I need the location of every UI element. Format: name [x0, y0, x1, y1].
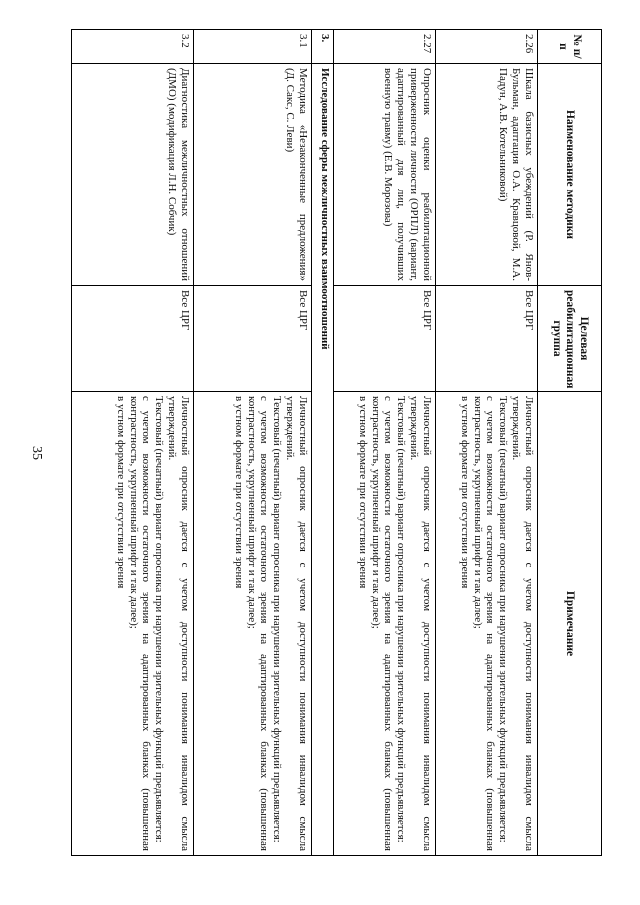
note-line: с учетом возможности остаточного зрения на адаптированных бланках (повышенная контрастность, укрупненный шрифт и так далее);: [369, 396, 395, 851]
row-method: Диагностика межличностных отношений (ДМО) (модификация Л.Н. Собчик): [72, 64, 194, 286]
note-line: в устном формате при отсутствии зрения: [356, 396, 369, 589]
section-title: Исследование сферы межличностных взаимоотношений: [312, 64, 334, 856]
note-line: Текстовый (печатный) вариант опросника при нарушении зрительных функций предъявляется:: [153, 396, 166, 843]
row-note: [72, 392, 194, 856]
note-line: с учетом возможности остаточного зрения на адаптированных бланках (повышенная контрастность, укрупненный шрифт и так далее);: [471, 396, 497, 851]
table-row: [334, 30, 436, 856]
table-header-row: [538, 30, 602, 856]
note-line: с учетом возможности остаточного зрения на адаптированных бланках (повышенная контрастность, укрупненный шрифт и так далее);: [127, 396, 153, 851]
row-num: 2.26: [436, 30, 538, 64]
header-target: Целевая реабилитационная группа: [538, 286, 602, 392]
header-num: № п/п: [538, 30, 602, 64]
row-method: Методика «Незаконченные предложения» (Д. Сакс, С. Леви): [194, 64, 312, 286]
note-line: Текстовый (печатный) вариант опросника при нарушении зрительных функций предъявляется:: [271, 396, 284, 843]
header-note: Примечание: [538, 392, 602, 856]
note-line: Личностный опросник дается с учетом доступности понимания инвалидом смысла утверждений.: [166, 396, 191, 851]
page-number: 35: [29, 446, 44, 460]
row-note: [436, 392, 538, 856]
note-line: Текстовый (печатный) вариант опросника при нарушении зрительных функций предъявляется:: [497, 396, 510, 843]
section-row: [312, 30, 334, 856]
header-method: Наименование методики: [538, 64, 602, 286]
table-row: [72, 30, 194, 856]
section-num: 3.: [312, 30, 334, 64]
table-wrapper: [72, 29, 602, 855]
row-num: 3.2: [72, 30, 194, 64]
table-row: [194, 30, 312, 856]
note-line: Личностный опросник дается с учетом доступности понимания инвалидом смысла утверждений.: [510, 396, 535, 851]
row-target: Все ЦРГ: [436, 286, 538, 392]
note-line: в устном формате при отсутствии зрения: [232, 396, 245, 589]
note-line: Личностный опросник дается с учетом доступности понимания инвалидом смысла утверждений.: [284, 396, 309, 851]
table-row: [436, 30, 538, 856]
row-num: 2.27: [334, 30, 436, 64]
note-line: в устном формате при отсутствии зрения: [114, 396, 127, 589]
row-target: Все ЦРГ: [194, 286, 312, 392]
row-note: [334, 392, 436, 856]
methods-table: [71, 29, 602, 856]
note-line: с учетом возможности остаточного зрения на адаптированных бланках (повышенная контрастность, укрупненный шрифт и так далее);: [245, 396, 271, 851]
row-method: Шкала базисных убеждений (Р. Янов-Бульман, адаптация О.А. Кравцовой, М.А. Падун, А.В. Котельниковой): [436, 64, 538, 286]
row-target: Все ЦРГ: [72, 286, 194, 392]
rotated-table-area: [72, 29, 640, 851]
row-method: Опросник оценки реабилитационной приверженности личности (ОРПЛ) (вариант, адаптированный для лиц, получивших военную травму) (Е.В. Морозова): [334, 64, 436, 286]
note-line: Текстовый (печатный) вариант опросника при нарушении зрительных функций предъявляется:: [395, 396, 408, 843]
row-note: [194, 392, 312, 856]
row-target: Все ЦРГ: [334, 286, 436, 392]
row-num: 3.1: [194, 30, 312, 64]
note-line: в устном формате при отсутствии зрения: [458, 396, 471, 589]
note-line: Личностный опросник дается с учетом доступности понимания инвалидом смысла утверждений.: [408, 396, 433, 851]
